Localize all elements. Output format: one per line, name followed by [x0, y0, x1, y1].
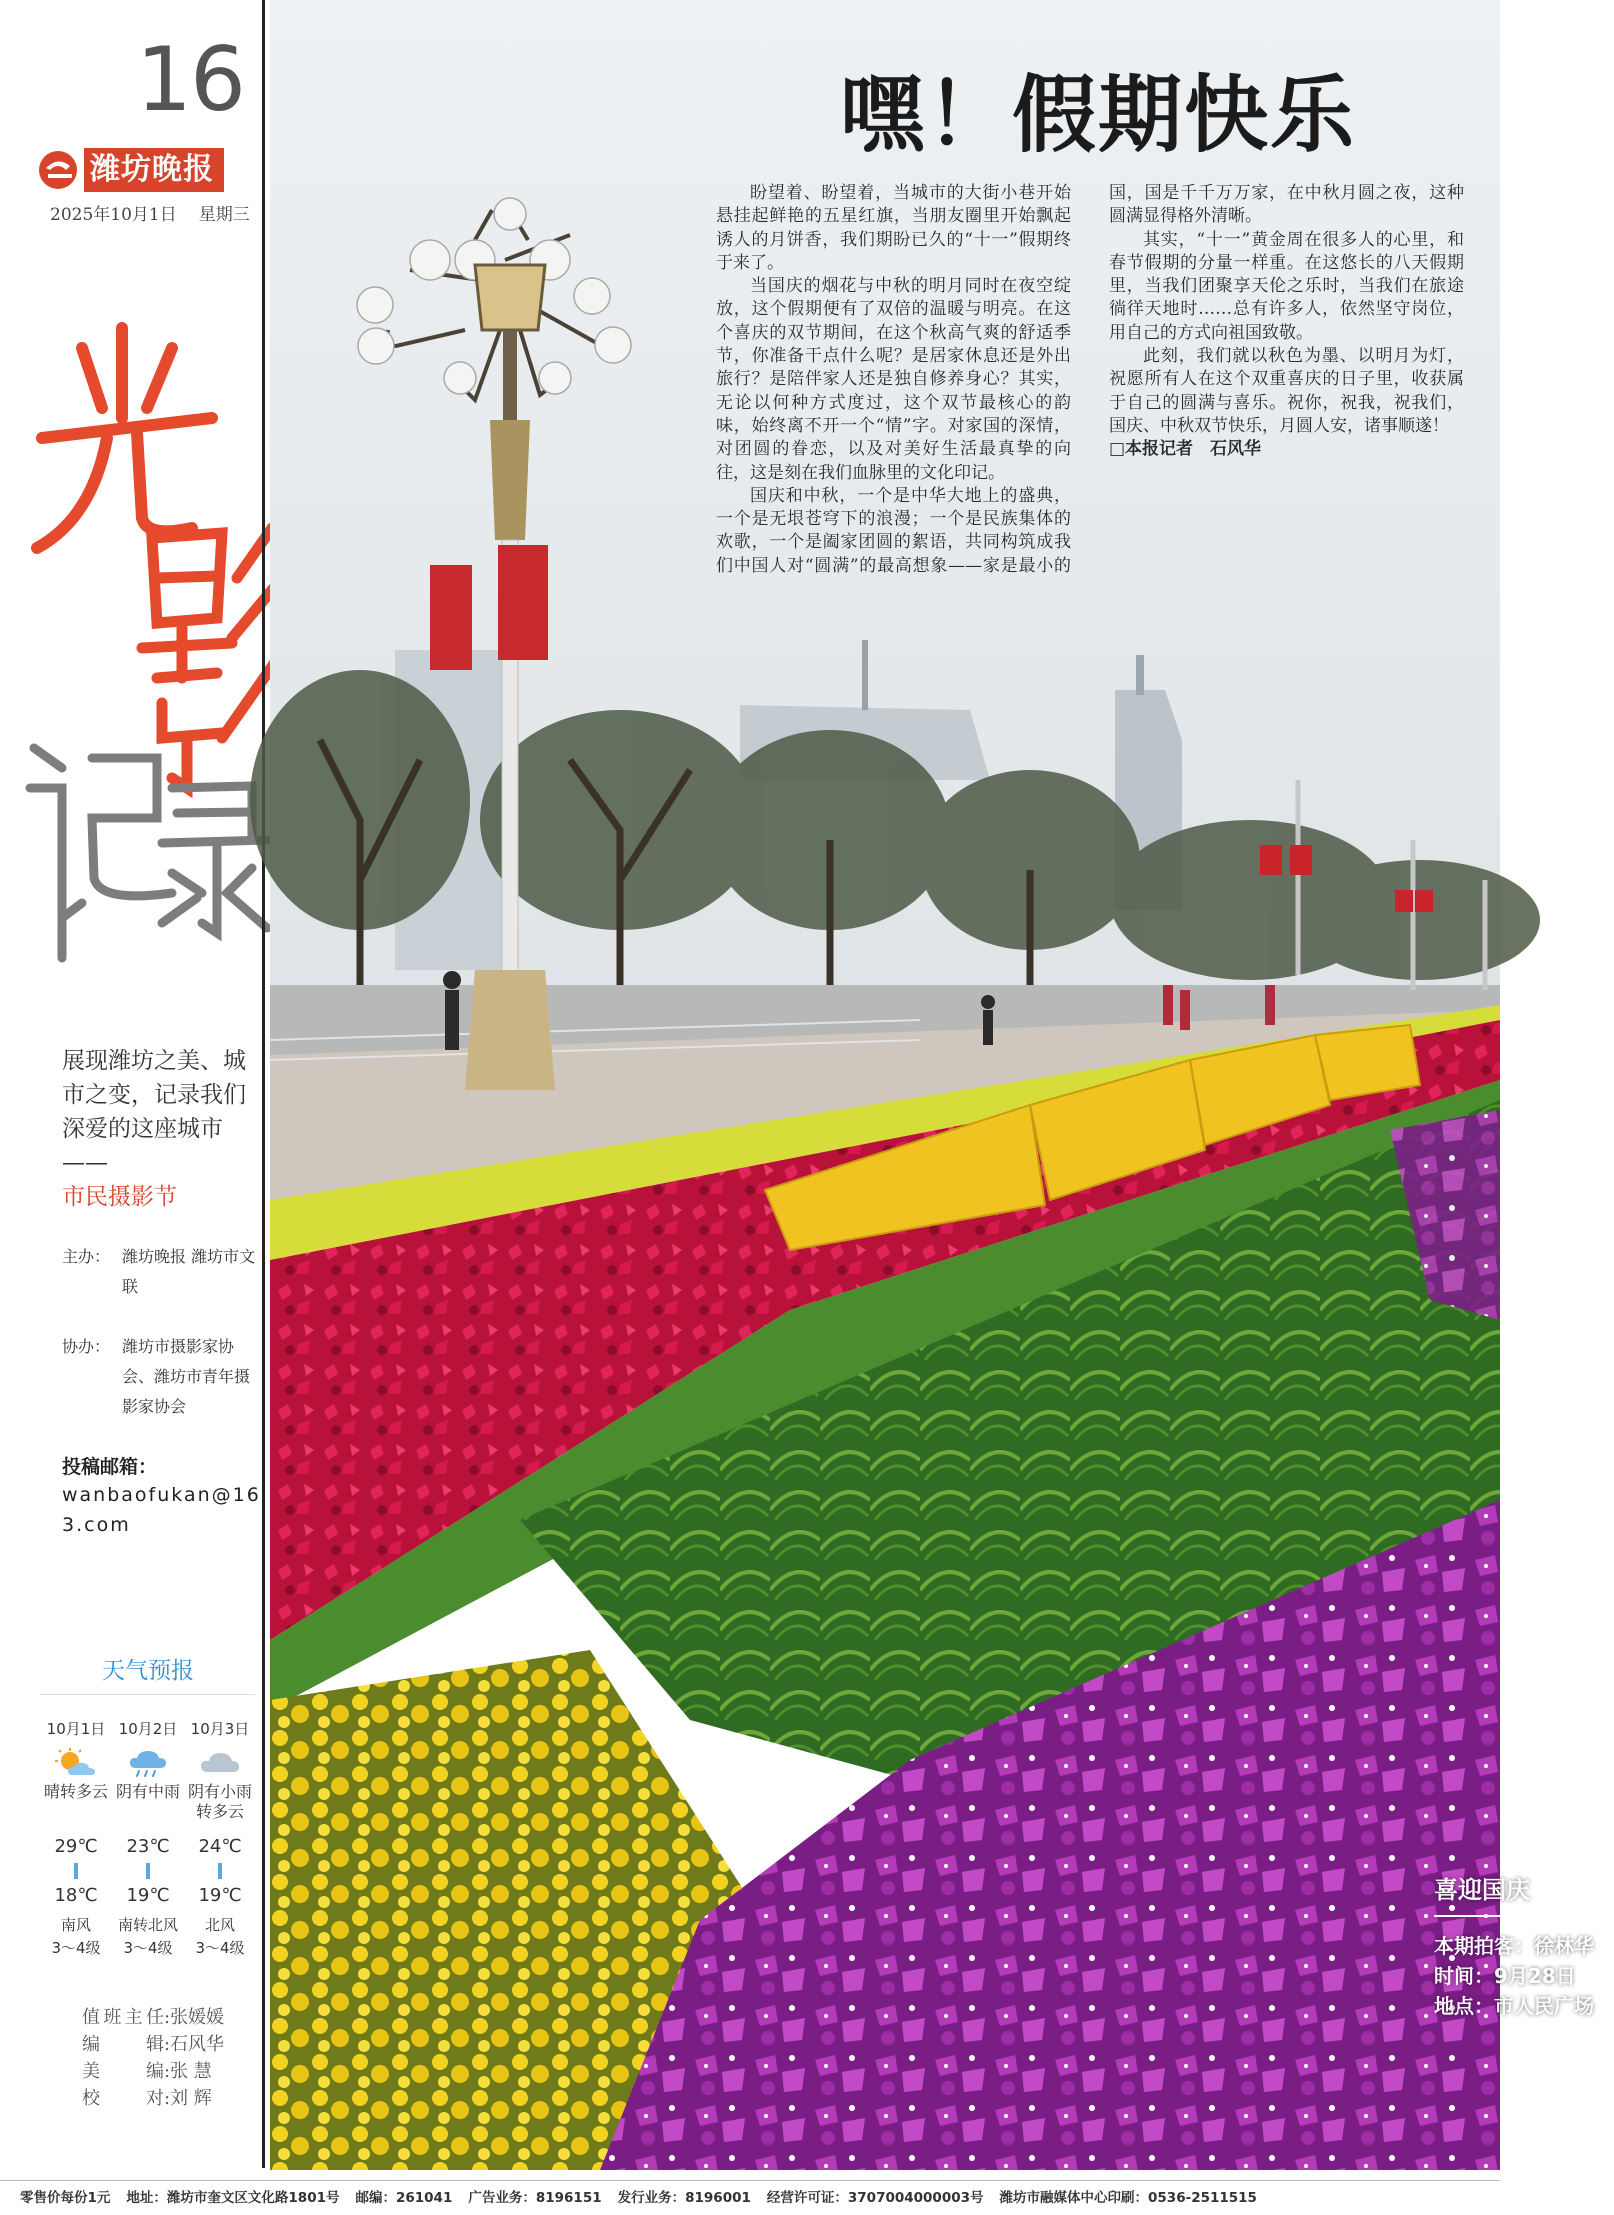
article-paragraph: 国庆和中秋，一个是中华大地上的盛典，一个是无垠苍穹下的浪漫；一个是民族集体的欢歌，一个是阖家团圆的絮语，共同构筑成我们中国人对“圆满”的最高想象——家是最小的国，国是千千万万家，在中秋月圆之夜，这种圆满显得格外清晰。 — [716, 183, 1464, 576]
article-byline: □本报记者 石风华 — [1109, 439, 1262, 460]
caption-photographer-label: 本期拍客： — [1434, 1934, 1534, 1958]
caption-photographer-value: 徐林华 — [1534, 1934, 1594, 1958]
caption-time-label: 时间： — [1434, 1964, 1494, 1988]
column-intro — [62, 1044, 258, 1214]
weather-wind: 北风 — [204, 1916, 235, 1934]
caption-time-value: 9月28日 — [1494, 1964, 1576, 1988]
headline: 嘿！假期快乐 — [840, 66, 1357, 164]
staff-role: 校对 — [82, 2088, 164, 2109]
article-paragraph: 其实，“十一”黄金周在很多人的心里，和春节假期的分量一样重。在这悠长的八天假期里，当我们团聚享天伦之乐时，当我们在旅途徜徉天地时……总有许多人，依然坚守岗位，用自己的方式向祖国致敬。 — [1109, 229, 1464, 343]
footer-ads: 广告业务：8196151 — [468, 2189, 602, 2206]
footer-license: 经营许可证：3707004000003号 — [766, 2189, 984, 2206]
column-intro-highlight: 市民摄影节 — [62, 1184, 177, 1210]
weather-high: 23℃ — [126, 1836, 170, 1857]
temperature-range-bar — [146, 1863, 150, 1879]
article-body — [716, 182, 1464, 602]
weather-high: 29℃ — [54, 1836, 98, 1857]
caption-place — [1434, 1991, 1614, 2021]
caption-place-value: 市人民广场 — [1494, 1994, 1594, 2018]
weather-condition: 阴有小雨转多云 — [187, 1782, 252, 1821]
sun-cloud-icon — [54, 1748, 98, 1778]
co-sponsors — [62, 1332, 262, 1422]
column-intro-text: 展现潍坊之美、城市之变，记录我们深爱的这座城市—— — [62, 1048, 246, 1176]
staff-role: 编辑 — [82, 2034, 164, 2055]
cloud-rain-icon — [126, 1748, 170, 1778]
staff-role: 值班主任 — [82, 2007, 164, 2028]
staff-credits — [82, 2004, 224, 2112]
footer-postcode: 邮编：261041 — [355, 2189, 453, 2206]
staff-row: 编辑 : 石风华 — [82, 2031, 224, 2058]
footer-price: 零售价每份1元 — [20, 2189, 111, 2206]
weather-forecast — [40, 1718, 256, 1958]
weather-high: 24℃ — [198, 1836, 242, 1857]
weather-wind-level: 3～4级 — [51, 1939, 101, 1957]
weather-wind-level: 3～4级 — [123, 1939, 173, 1957]
sponsors — [62, 1242, 262, 1302]
weather-low: 18℃ — [54, 1885, 98, 1906]
weather-condition: 晴转多云 — [43, 1782, 108, 1801]
weather-date: 10月1日 — [46, 1720, 106, 1738]
weather-day-3 — [184, 1718, 256, 1958]
submit-email-label: 投稿邮箱： — [62, 1456, 158, 1478]
staff-name: 石风华 — [170, 2034, 224, 2055]
footer-bar — [0, 2180, 1500, 2210]
caption-photographer — [1434, 1931, 1614, 1961]
column-title-ji — [30, 748, 172, 958]
issue-date-text: 2025年10月1日 — [50, 205, 177, 225]
sponsors-label: 主办： — [62, 1247, 111, 1266]
banner-left — [430, 565, 472, 670]
caption-time — [1434, 1961, 1614, 1991]
article-paragraph: 当国庆的烟花与中秋的明月同时在夜空绽放，这个假期便有了双倍的温暖与明亮。在这个喜庆的双节期间，在这个秋高气爽的舒适季节，你准备干点什么呢？是居家休息还是外出旅行？是陪伴家人还是独自修养身心？其实，无论以何种方式度过，这个双节最核心的韵味，始终离不开一个“情”字。对家国的深情，对团圆的眷恋，以及对美好生活最真挚的向往，这是刻在我们血脉里的文化印记。 — [716, 276, 1071, 483]
newspaper-name: 潍坊晚报 — [84, 148, 224, 192]
staff-name: 张 慧 — [170, 2061, 212, 2082]
staff-row: 值班主任 : 张媛媛 — [82, 2004, 224, 2031]
co-sponsors-value: 潍坊市摄影家协会、潍坊市青年摄影家协会 — [122, 1337, 251, 1416]
page-number: 16 — [136, 28, 244, 131]
issue-weekday: 星期三 — [198, 205, 250, 225]
co-sponsors-label: 协办： — [62, 1337, 111, 1356]
lamp-base — [465, 970, 555, 1090]
weather-date: 10月2日 — [118, 1720, 178, 1738]
weather-condition: 阴有中雨 — [115, 1782, 180, 1801]
issue-date — [50, 200, 250, 225]
masthead — [36, 148, 224, 192]
weather-day-1 — [40, 1718, 112, 1958]
caption-underline — [1434, 1915, 1614, 1917]
footer-printer: 潍坊市融媒体中心印刷：0536-2511515 — [999, 2189, 1257, 2206]
footer-address: 地址：潍坊市奎文区文化路1801号 — [126, 2189, 340, 2206]
temperature-range-bar — [74, 1863, 78, 1879]
staff-name: 刘 辉 — [170, 2088, 212, 2109]
weather-wind-level: 3～4级 — [195, 1939, 245, 1957]
footer-distribution: 发行业务：8196001 — [617, 2189, 751, 2206]
weather-title: 天气预报 — [102, 1658, 194, 1684]
staff-row: 校对 : 刘 辉 — [82, 2085, 224, 2112]
photo-caption — [1434, 1870, 1614, 2021]
staff-name: 张媛媛 — [170, 2007, 224, 2028]
weather-wind: 南转北风 — [117, 1916, 178, 1934]
column-title-guang — [37, 328, 212, 548]
article-paragraph: 此刻，我们就以秋色为墨、以明月为灯，祝愿所有人在这个双重喜庆的日子里，收获属于自己的圆满与喜乐。祝你，祝我，祝我们，国庆、中秋双节快乐，月圆人安，诸事顺遂！ — [1109, 346, 1464, 436]
weather-wind: 南风 — [60, 1916, 91, 1934]
banner-right — [498, 545, 548, 660]
sponsors-value: 潍坊晚报 潍坊市文联 — [122, 1247, 256, 1296]
cloud-icon — [198, 1748, 242, 1778]
weather-date: 10月3日 — [190, 1720, 250, 1738]
staff-row: 美编 : 张 慧 — [82, 2058, 224, 2085]
weather-low: 19℃ — [198, 1885, 242, 1906]
left-sidebar — [0, 0, 270, 2170]
weather-day-2 — [112, 1718, 184, 1958]
staff-role: 美编 — [82, 2061, 164, 2082]
weather-low: 19℃ — [126, 1885, 170, 1906]
temperature-range-bar — [218, 1863, 222, 1879]
article-paragraph: 盼望着、盼望着，当城市的大街小巷开始悬挂起鲜艳的五星红旗，当朋友圈里开始飘起诱人的月饼香，我们期盼已久的“十一”假期终于来了。 — [716, 183, 1071, 273]
submit-email[interactable]: wanbaofukan@163.com — [62, 1484, 261, 1536]
column-divider — [262, 0, 265, 2168]
caption-title: 喜迎国庆 — [1434, 1876, 1530, 1904]
weather-divider — [40, 1694, 255, 1695]
newspaper-logo-icon — [36, 148, 84, 192]
caption-place-label: 地点： — [1434, 1994, 1494, 2018]
